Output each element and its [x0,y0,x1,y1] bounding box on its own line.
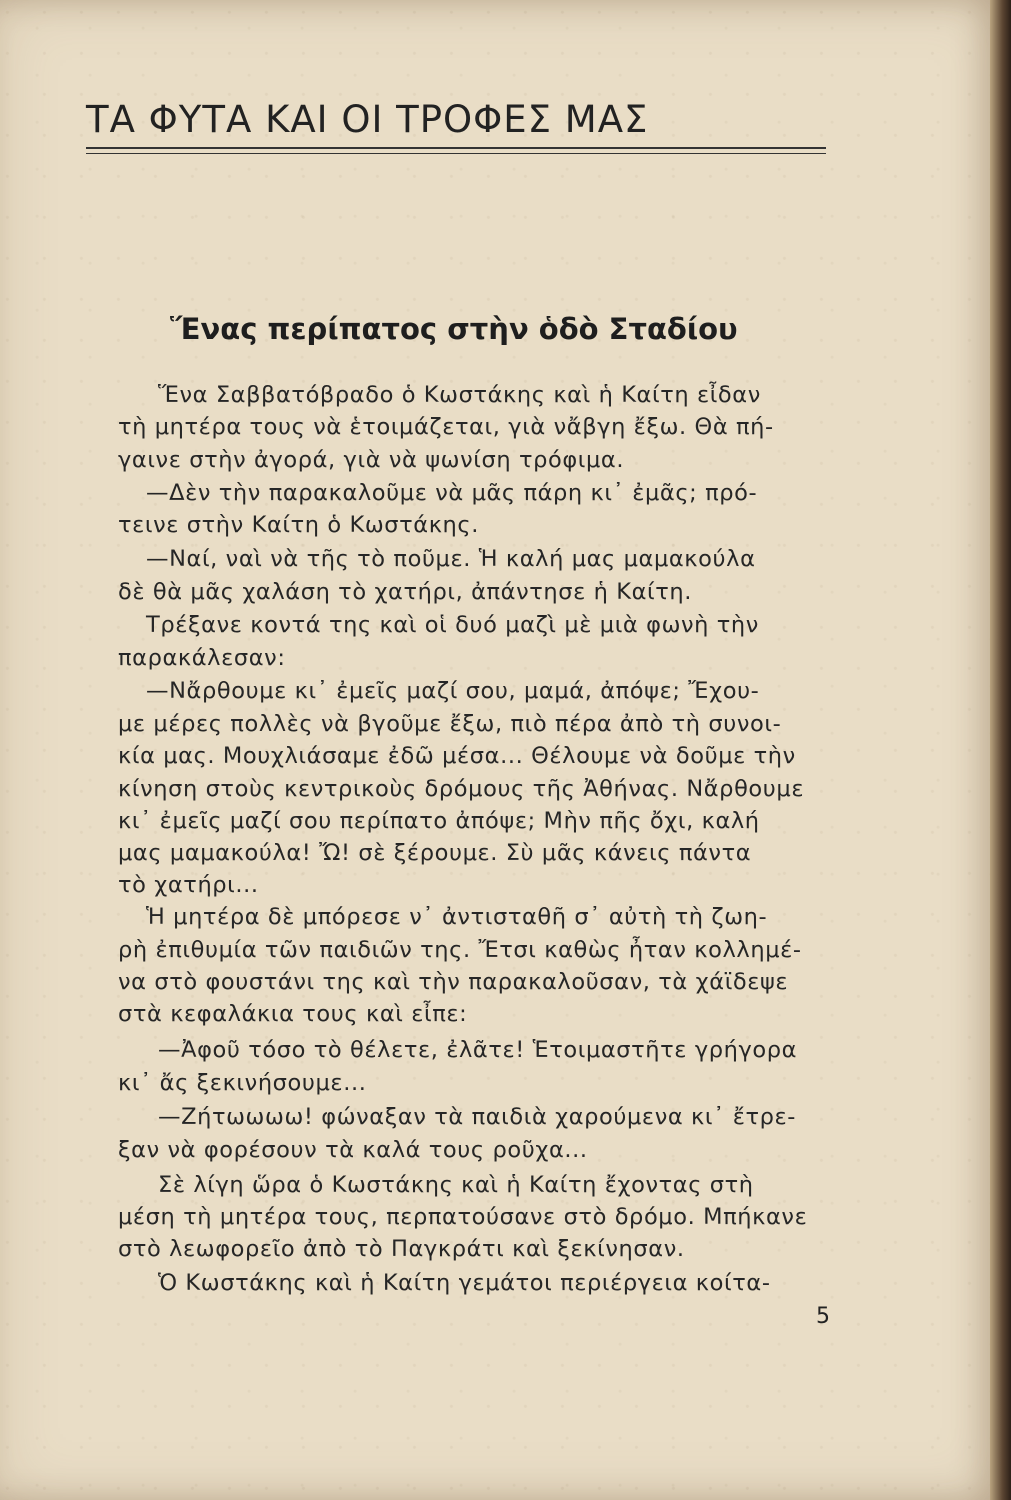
text-line: κι᾿ ἄς ξεκινήσουμε... [118,1070,367,1096]
text-line: ρὴ ἐπιθυμία τῶν παιδιῶν της. Ἔτσι καθὼς ἦταν κολλημέ- [118,937,802,963]
text-line: —Νἄρθουμε κι᾿ ἐμεῖς μαζί σου, μαμά, ἀπόψε; Ἔχου- [146,678,760,704]
text-line: —Ναί, ναὶ νὰ τῆς τὸ ποῦμε. Ἡ καλή μας μαμακούλα [146,546,756,572]
text-line: Σὲ λίγη ὥρα ὁ Κωστάκης καὶ ἡ Καίτη ἔχοντας στὴ [158,1172,754,1198]
text-line: τὴ μητέρα τους νὰ ἑτοιμάζεται, γιὰ νἄβγη ἔξω. Θὰ πή- [118,414,774,440]
text-line: παρακάλεσαν: [118,645,286,671]
text-line: τὸ χατήρι... [118,872,259,898]
text-line: κία μας. Μουχλιάσαμε ἐδῶ μέσα... Θέλουμε νὰ δοῦμε τὴν [118,743,796,769]
text-line: ξαν νὰ φορέσουν τὰ καλά τους ροῦχα... [118,1137,588,1163]
text-line: στὸ λεωφορεῖο ἀπὸ τὸ Παγκράτι καὶ ξεκίνησαν. [118,1236,685,1262]
running-head: ΤΑ ΦΥΤΑ ΚΑΙ ΟΙ ΤΡΟΦΕΣ ΜΑΣ [86,98,649,141]
text-line: δὲ θὰ μᾶς χαλάση τὸ χατήρι, ἀπάντησε ἡ Καίτη. [118,579,693,605]
book-spine-shadow [990,0,1011,1500]
page-number: 5 [816,1304,830,1329]
text-line: Τρέξανε κοντά της καὶ οἱ δυό μαζὶ μὲ μιὰ φωνὴ τὴν [146,612,759,638]
text-line: με μέρες πολλὲς νὰ βγοῦμε ἔξω, πιὸ πέρα ἀπὸ τὴ συνοι- [118,711,782,737]
text-line: μέση τὴ μητέρα τους, περπατούσανε στὸ δρόμο. Μπήκανε [118,1204,808,1230]
text-line: να στὸ φουστάνι της καὶ τὴν παρακαλοῦσαν, τὰ χάϊδεψε [118,969,789,995]
text-line: —Ἀφοῦ τόσο τὸ θέλετε, ἐλᾶτε! Ἑτοιμαστῆτε γρήγορα [158,1037,798,1063]
text-line: —Ζήτωωωω! φώναξαν τὰ παιδιὰ χαρούμενα κι᾿ ἔτρε- [158,1104,796,1130]
text-line: τεινε στὴν Καίτη ὁ Κωστάκης. [118,512,479,538]
text-line: γαινε στὴν ἀγορά, γιὰ νὰ ψωνίση τρόφιμα. [118,447,625,473]
section-title: Ἕνας περίπατος στὴν ὁδὸ Σταδίου [170,312,738,346]
text-line: Ἕνα Σαββατόβραδο ὁ Κωστάκης καὶ ἡ Καίτη εἶδαν [158,382,761,408]
text-line: Ὁ Κωστάκης καὶ ἡ Καίτη γεμάτοι περιέργεια κοίτα- [158,1270,771,1296]
text-line: Ἡ μητέρα δὲ μπόρεσε ν᾿ ἀντισταθῆ σ᾿ αὐτὴ τὴ ζωη- [146,904,768,930]
text-line: —Δὲν τὴν παρακαλοῦμε νὰ μᾶς πάρη κι᾿ ἐμᾶς; πρό- [146,480,758,506]
text-line: στὰ κεφαλάκια τους καὶ εἶπε: [118,1001,468,1027]
text-line: μας μαμακούλα! Ὤ! σὲ ξέρουμε. Σὺ μᾶς κάνεις πάντα [118,840,752,866]
text-line: κίνηση στοὺς κεντρικοὺς δρόμους τῆς Ἀθήνας. Νἄρθουμε [118,776,805,802]
text-line: κι᾿ ἐμεῖς μαζί σου περίπατο ἀπόψε; Μὴν πῆς ὄχι, καλή [118,808,760,834]
